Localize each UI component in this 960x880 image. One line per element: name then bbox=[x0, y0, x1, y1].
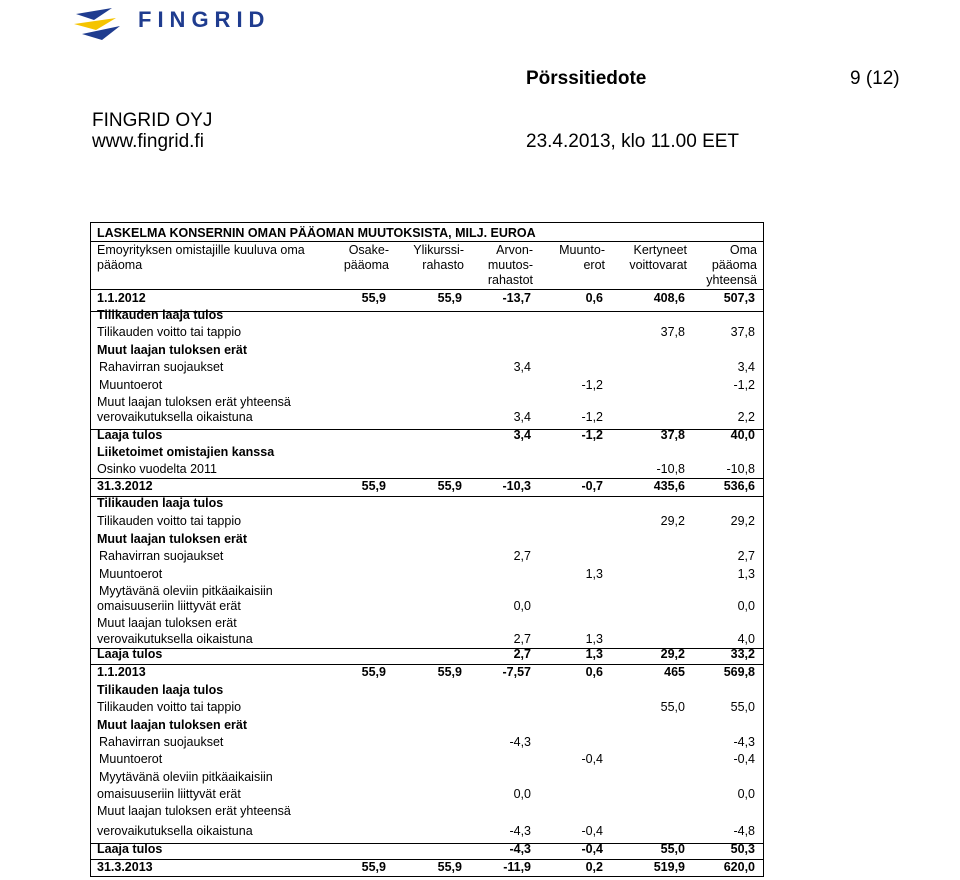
cell-value: -11,9 bbox=[503, 860, 531, 874]
cell-value: 0,6 bbox=[585, 291, 603, 305]
row-label: Rahavirran suojaukset bbox=[99, 549, 224, 563]
cell-value: -0,4 bbox=[733, 752, 755, 766]
cell-value: 3,4 bbox=[513, 360, 531, 374]
row-label: verovaikutuksella oikaistuna bbox=[97, 632, 253, 646]
release-title: Pörssitiedote bbox=[526, 68, 647, 89]
cell-value: 408,6 bbox=[653, 291, 685, 305]
website: www.fingrid.fi bbox=[92, 131, 204, 152]
header-muuntoerot: Muunto- erot bbox=[559, 243, 605, 272]
cell-value: 3,4 bbox=[737, 360, 755, 374]
row-label: Muuntoerot bbox=[99, 752, 163, 766]
row-label: Tilikauden laaja tulos bbox=[97, 308, 224, 322]
row-label: Liiketoimet omistajien kanssa bbox=[97, 445, 275, 459]
row-label: Myytävänä oleviin pitkäaikaisiin bbox=[99, 584, 273, 598]
row-label: Osinko vuodelta 2011 bbox=[97, 462, 217, 476]
row-label: 31.3.2012 bbox=[97, 479, 153, 493]
row-label: Muut laajan tuloksen erät bbox=[97, 616, 237, 630]
cell-value: 1,3 bbox=[737, 567, 755, 581]
row-label: Tilikauden voitto tai tappio bbox=[97, 325, 242, 339]
cell-value: -0,4 bbox=[581, 752, 603, 766]
cell-value: -7,57 bbox=[502, 665, 531, 679]
cell-value: 2,2 bbox=[737, 410, 755, 424]
row-divider bbox=[91, 429, 763, 430]
row-label: Tilikauden laaja tulos bbox=[97, 496, 224, 510]
cell-value: 2,7 bbox=[737, 549, 755, 563]
cell-value: -4,3 bbox=[509, 824, 531, 838]
cell-value: 37,8 bbox=[730, 325, 755, 339]
row-divider bbox=[91, 289, 763, 290]
cell-value: 465 bbox=[664, 665, 685, 679]
cell-value: -10,8 bbox=[726, 462, 755, 476]
cell-value: 55,9 bbox=[437, 291, 462, 305]
row-label: verovaikutuksella oikaistuna bbox=[97, 410, 253, 424]
row-divider bbox=[91, 478, 763, 479]
cell-value: 29,2 bbox=[660, 647, 685, 661]
row-label: Muut laajan tuloksen erät bbox=[97, 343, 248, 357]
row-divider bbox=[91, 648, 763, 649]
cell-value: 0,6 bbox=[585, 665, 603, 679]
cell-value: 55,9 bbox=[437, 479, 462, 493]
row-label: 1.1.2012 bbox=[97, 291, 146, 305]
cell-value: 55,9 bbox=[361, 665, 386, 679]
cell-value: 435,6 bbox=[653, 479, 685, 493]
fingrid-logo-emblem bbox=[72, 4, 134, 44]
row-label: Rahavirran suojaukset bbox=[99, 360, 224, 374]
row-label: Laaja tulos bbox=[97, 647, 163, 661]
equity-changes-table bbox=[90, 222, 764, 877]
table-title: LASKELMA KONSERNIN OMAN PÄÄOMAN MUUTOKSISTA, MILJ. EUROA bbox=[97, 226, 536, 240]
row-label: Muut laajan tuloksen erät bbox=[97, 718, 248, 732]
cell-value: 2,7 bbox=[513, 632, 531, 646]
release-date: 23.4.2013, klo 11.00 EET bbox=[526, 131, 740, 152]
header-arvonmuutosrahastot: Arvon- muutos- rahastot bbox=[487, 243, 533, 287]
cell-value: 507,3 bbox=[723, 291, 755, 305]
row-label: Tilikauden laaja tulos bbox=[97, 683, 224, 697]
cell-value: 0,2 bbox=[585, 860, 603, 874]
row-label: Laaja tulos bbox=[97, 842, 163, 856]
row-label: omaisuuseriin liittyvät erät bbox=[97, 599, 241, 613]
cell-value: 0,0 bbox=[513, 599, 531, 613]
cell-value: 2,7 bbox=[513, 549, 531, 563]
cell-value: 37,8 bbox=[660, 428, 685, 442]
row-label: 31.3.2013 bbox=[97, 860, 153, 874]
row-label: Muuntoerot bbox=[99, 567, 163, 581]
cell-value: 55,0 bbox=[660, 842, 685, 856]
cell-value: 3,4 bbox=[513, 428, 531, 442]
row-label: Laaja tulos bbox=[97, 428, 163, 442]
cell-value: -1,2 bbox=[581, 410, 603, 424]
page-number: 9 (12) bbox=[850, 68, 900, 89]
row-divider bbox=[91, 664, 763, 665]
cell-value: 0,0 bbox=[737, 787, 755, 801]
row-label: Muut laajan tuloksen erät bbox=[97, 532, 248, 546]
cell-value: 55,9 bbox=[361, 291, 386, 305]
row-divider bbox=[91, 311, 763, 312]
cell-value: 0,0 bbox=[513, 787, 531, 801]
cell-value: 55,9 bbox=[437, 860, 462, 874]
cell-value: 55,9 bbox=[361, 860, 386, 874]
cell-value: -10,3 bbox=[502, 479, 531, 493]
cell-value: 2,7 bbox=[513, 647, 531, 661]
fingrid-logo bbox=[72, 4, 302, 44]
row-label: verovaikutuksella oikaistuna bbox=[97, 824, 253, 838]
row-label: omaisuuseriin liittyvät erät bbox=[97, 787, 241, 801]
cell-value: -13,7 bbox=[502, 291, 531, 305]
cell-value: 29,2 bbox=[660, 514, 685, 528]
cell-value: 55,0 bbox=[660, 700, 685, 714]
cell-value: -4,3 bbox=[733, 735, 755, 749]
cell-value: 1,3 bbox=[585, 632, 603, 646]
row-divider bbox=[91, 843, 763, 844]
cell-value: 0,0 bbox=[737, 599, 755, 613]
cell-value: 620,0 bbox=[723, 860, 755, 874]
cell-value: 40,0 bbox=[730, 428, 755, 442]
cell-value: 569,8 bbox=[723, 665, 755, 679]
cell-value: -1,2 bbox=[581, 428, 603, 442]
cell-value: 4,0 bbox=[737, 632, 755, 646]
cell-value: -4,3 bbox=[509, 735, 531, 749]
company-name: FINGRID OYJ bbox=[92, 110, 213, 131]
cell-value: 1,3 bbox=[585, 647, 603, 661]
title-divider bbox=[91, 241, 763, 242]
logo-wordmark: FINGRID bbox=[138, 7, 271, 32]
row-label: Tilikauden voitto tai tappio bbox=[97, 700, 242, 714]
row-label: Tilikauden voitto tai tappio bbox=[97, 514, 242, 528]
cell-value: 29,2 bbox=[730, 514, 755, 528]
cell-value: -0,4 bbox=[581, 824, 603, 838]
header-ylikurssirahasto: Ylikurssi- rahasto bbox=[413, 243, 464, 272]
row-label: 1.1.2013 bbox=[97, 665, 146, 679]
cell-value: 33,2 bbox=[730, 647, 755, 661]
cell-value: -0,4 bbox=[581, 842, 603, 856]
cell-value: -10,8 bbox=[656, 462, 685, 476]
cell-value: 536,6 bbox=[723, 479, 755, 493]
cell-value: 55,0 bbox=[730, 700, 755, 714]
row-divider bbox=[91, 859, 763, 860]
cell-value: -1,2 bbox=[733, 378, 755, 392]
header-osakepaaoma: Osake- pääoma bbox=[343, 243, 389, 272]
cell-value: 50,3 bbox=[730, 842, 755, 856]
row-label: Myytävänä oleviin pitkäaikaisiin bbox=[99, 770, 273, 784]
row-label: Muuntoerot bbox=[99, 378, 163, 392]
header-oma-paaoma-yhteensa: Oma pääoma yhteensä bbox=[706, 243, 757, 287]
row-label: Rahavirran suojaukset bbox=[99, 735, 224, 749]
cell-value: -4,8 bbox=[733, 824, 755, 838]
cell-value: -0,7 bbox=[581, 479, 603, 493]
row-label: Muut laajan tuloksen erät yhteensä bbox=[97, 804, 291, 818]
cell-value: 3,4 bbox=[513, 410, 531, 424]
cell-value: 519,9 bbox=[653, 860, 685, 874]
cell-value: 55,9 bbox=[437, 665, 462, 679]
cell-value: 1,3 bbox=[585, 567, 603, 581]
cell-value: 37,8 bbox=[660, 325, 685, 339]
row-label: Muut laajan tuloksen erät yhteensä bbox=[97, 395, 291, 409]
cell-value: -4,3 bbox=[509, 842, 531, 856]
header-kertyneet-voittovarat: Kertyneet voittovarat bbox=[629, 243, 687, 272]
header-label: Emoyrityksen omistajille kuuluva oma pääoma bbox=[97, 243, 305, 272]
cell-value: -1,2 bbox=[581, 378, 603, 392]
row-divider bbox=[91, 496, 763, 497]
cell-value: 55,9 bbox=[361, 479, 386, 493]
